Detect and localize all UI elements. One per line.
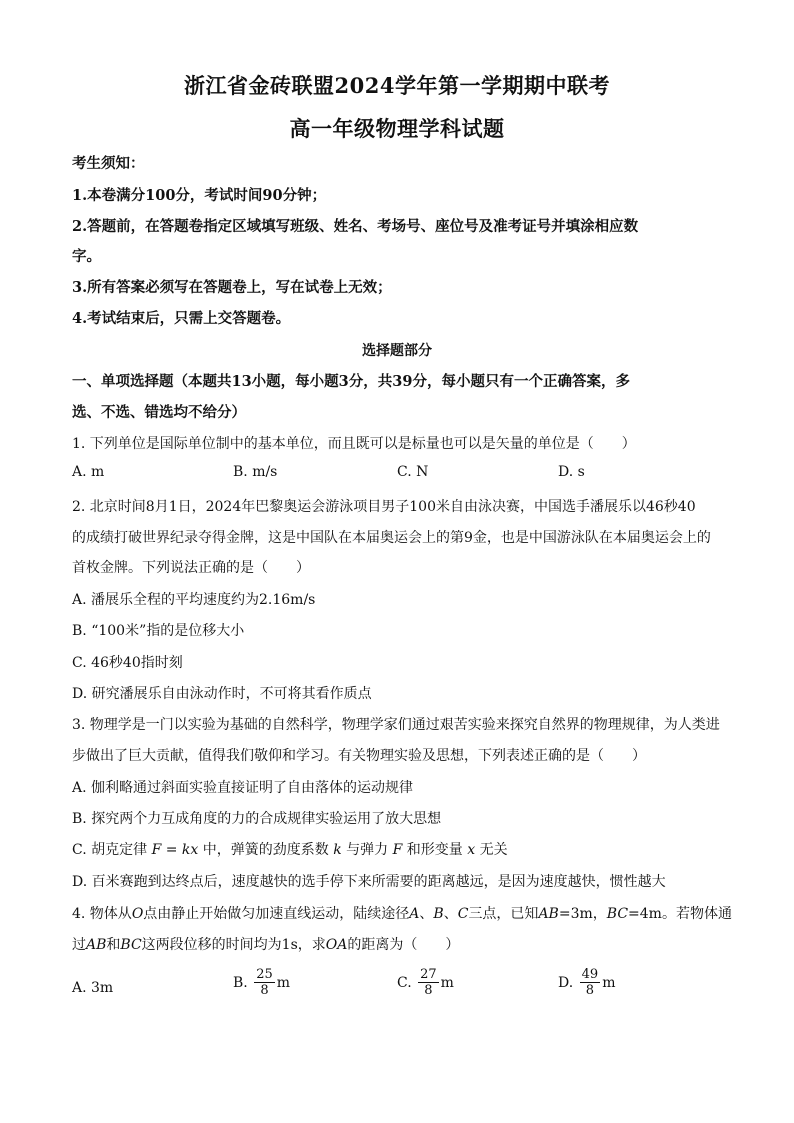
notice-item-1: 1.本卷满分100分，考试时间90分钟；	[72, 187, 327, 204]
q4-text-2: 点由静止开始做匀加速直线运动，陆续途径	[143, 906, 410, 922]
q4-text-3: 三点，已知	[468, 906, 539, 922]
q4-option-c-denominator: 8	[424, 983, 433, 998]
q4-option-d-numerator: 49	[581, 967, 599, 982]
q3-option-a: A. 伽利略通过斜面实验直接证明了自由落体的运动规律	[72, 780, 414, 796]
q2-stem-line2: 的成绩打破世界纪录夺得金牌，这是中国队在本届奥运会上的第9金，也是中国游泳队在本届奥运会上的	[72, 530, 711, 546]
q3-option-c-text-3: 与弹力	[346, 842, 389, 858]
q4-sep-2: 、	[443, 906, 458, 922]
q4-text-6: 过	[72, 937, 86, 953]
point-b: B	[433, 906, 444, 922]
segment-ab-2: AB	[86, 937, 107, 953]
q1-option-b: B. m/s	[233, 464, 278, 480]
segment-ab: AB	[538, 906, 559, 922]
q1-option-c: C. N	[397, 464, 429, 480]
var-k: k	[333, 842, 342, 858]
segment-bc: BC	[606, 906, 629, 922]
q4-option-b-label: B.	[233, 974, 248, 991]
hooke-formula: F = kx	[151, 842, 199, 858]
q1-option-a: A. m	[72, 464, 105, 480]
var-f: F	[392, 842, 403, 858]
q4-option-d-unit: m	[602, 974, 616, 991]
q2-stem-line3: 首枚金牌。下列说法正确的是（ ）	[72, 560, 310, 576]
q3-option-c-text-4: 和形变量	[406, 842, 463, 858]
segment-bc-2: BC	[120, 937, 142, 953]
q3-option-c	[72, 839, 508, 859]
q4-option-c-fraction	[418, 967, 439, 998]
q4-option-b-denominator: 8	[260, 983, 269, 998]
q4-option-d-label: D.	[558, 974, 574, 991]
q2-option-b: B. “100米”指的是位移大小	[72, 623, 245, 639]
q4-option-d	[558, 967, 615, 998]
q3-option-c-text-1: C. 胡克定律	[72, 842, 148, 858]
notice-item-3: 3.所有答案必须写在答题卷上，写在试卷上无效；	[72, 279, 392, 296]
q4-option-c-label: C.	[397, 974, 412, 991]
q4-text-1: 4. 物体从	[72, 906, 132, 922]
q4-text-7: 和	[106, 937, 121, 953]
q1-option-d: D. s	[558, 464, 585, 480]
q2-option-c: C. 46秒40指时刻	[72, 655, 183, 671]
q4-option-c	[397, 967, 454, 998]
q4-sep-1: 、	[419, 906, 434, 922]
q4-text-9: 的距离为（ ）	[347, 937, 460, 953]
q3-option-c-text-2: 中，弹簧的劲度系数	[202, 842, 329, 858]
point-a: A	[409, 906, 420, 922]
q4-option-a: A. 3m	[72, 980, 114, 996]
q4-text-5: =4m。若物体通	[628, 906, 732, 922]
q2-stem-line1: 2. 北京时间8月1日，2024年巴黎奥运会游泳项目男子100米自由泳决赛，中国选手潘展乐以46秒40	[72, 499, 696, 515]
notice-heading: 考生须知：	[72, 155, 145, 172]
q2-option-a: A. 潘展乐全程的平均速度约为2.16m/s	[72, 592, 316, 608]
q4-text-4: =3m，	[558, 906, 607, 922]
q4-stem-line2	[72, 934, 459, 954]
q1-stem: 1. 下列单位是国际单位制中的基本单位，而且既可以是标量也可以是矢量的单位是（ ）	[72, 436, 636, 452]
q4-option-b	[233, 967, 290, 998]
q4-option-b-numerator: 25	[256, 967, 273, 982]
q4-option-c-unit: m	[440, 974, 454, 991]
q4-text-8: 这两段位移的时间均为1s，求	[141, 937, 326, 953]
notice-item-4: 4.考试结束后，只需上交答题卷。	[72, 310, 291, 327]
q4-option-d-fraction	[580, 967, 601, 998]
q2-option-d: D. 研究潘展乐自由泳动作时，不可将其看作质点	[72, 686, 372, 702]
part-heading-line1: 一、单项选择题（本题共13小题，每小题3分，共39分，每小题只有一个正确答案，多	[72, 373, 630, 390]
var-x: x	[467, 842, 476, 858]
q4-stem-line1	[72, 903, 732, 923]
point-c: C	[457, 906, 469, 922]
q4-option-d-denominator: 8	[585, 983, 595, 998]
q4-option-b-unit: m	[276, 974, 291, 991]
q3-stem-line2: 步做出了巨大贡献，值得我们敬仰和学习。有关物理实验及思想，下列表述正确的是（ ）	[72, 748, 646, 764]
q4-option-c-numerator: 27	[420, 967, 437, 982]
q4-option-b-fraction	[254, 967, 275, 998]
notice-item-2-cont: 字。	[72, 248, 101, 265]
exam-subtitle: 高一年级物理学科试题	[289, 116, 505, 141]
part-heading-line2: 选、不选、错选均不给分）	[72, 404, 246, 421]
section-heading: 选择题部分	[362, 343, 432, 359]
point-o: O	[131, 906, 144, 922]
segment-oa: OA	[325, 937, 348, 953]
q3-option-c-text-5: 无关	[479, 842, 508, 858]
q3-stem-line1: 3. 物理学是一门以实验为基础的自然科学，物理学家们通过艰苦实验来探究自然界的物理规律，为人类进	[72, 717, 720, 733]
exam-title: 浙江省金砖联盟2024学年第一学期期中联考	[184, 73, 610, 98]
q3-option-b: B. 探究两个力互成角度的力的合成规律实验运用了放大思想	[72, 811, 442, 827]
q3-option-d: D. 百米赛跑到达终点后，速度越快的选手停下来所需要的距离越远，是因为速度越快，惯性越大	[72, 874, 666, 890]
notice-item-2: 2.答题前，在答题卷指定区域填写班级、姓名、考场号、座位号及准考证号并填涂相应数	[72, 218, 639, 235]
